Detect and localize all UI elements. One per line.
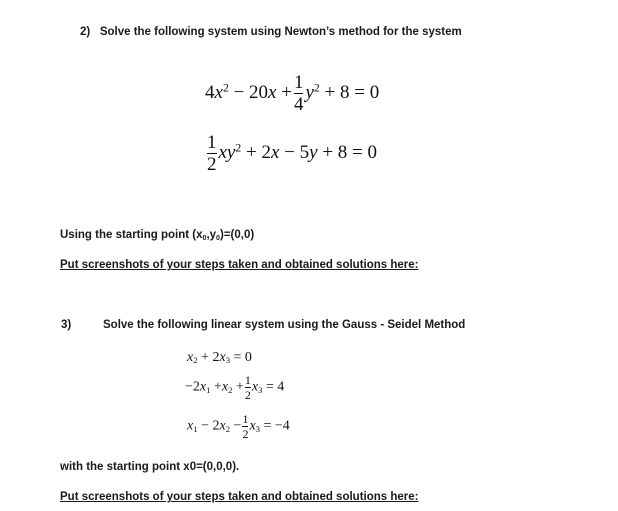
problem-2-screenshot-prompt: Put screenshots of your steps taken and obtained solutions here:: [60, 259, 419, 271]
gs-eq2-num: 1: [244, 373, 251, 387]
gs-eq1-s2: 3: [225, 355, 231, 366]
gs-eq2-s2: 2: [228, 384, 233, 395]
problem-2-number: 2): [80, 26, 91, 38]
gs-eq3-num: 1: [242, 412, 249, 426]
problem-2-instruction: Solve the following system using Newton’s method for the system: [99, 26, 462, 38]
newton-equation-1: [205, 73, 379, 114]
start-sub1: 0: [216, 233, 221, 242]
problem-3-starting-point: with the starting point x0=(0,0,0).: [60, 461, 240, 473]
eq1-term2: − 20: [233, 81, 269, 103]
gs-eq3-rest: = −4: [263, 418, 290, 434]
gs-eq2-v1: x: [199, 379, 207, 395]
eq2-term3-var: y: [309, 141, 318, 163]
gs-eq3-fraction: [242, 413, 248, 440]
gs-eq2-rest: = 4: [265, 379, 285, 395]
eq2-fraction-num: 1: [207, 132, 217, 153]
eq1-term3-sign: +: [281, 81, 292, 103]
gauss-seidel-equation-1: [187, 350, 252, 366]
gs-eq1-s1: 2: [193, 355, 198, 366]
start-prefix: Using the starting point (x: [60, 229, 203, 241]
eq1-term1-var: x: [214, 81, 223, 103]
gs-eq3-v1: x: [187, 418, 194, 434]
gs-eq3-op2: −: [233, 418, 242, 434]
problem-2-starting-point: [60, 229, 254, 241]
eq1-term1-exp: 2: [222, 81, 229, 95]
gs-eq2-v2: x: [221, 379, 229, 395]
gs-eq3-s3: 3: [255, 423, 260, 434]
eq2-rest: + 8 = 0: [322, 141, 378, 163]
gs-eq3-s1: 1: [193, 423, 198, 434]
gs-eq2-op2: +: [235, 379, 244, 395]
gs-eq3-s2: 2: [225, 423, 231, 434]
problem-2-header: [80, 26, 462, 38]
eq2-term2-var: x: [270, 141, 280, 163]
gs-eq2-v3: x: [251, 379, 259, 395]
eq2-term1-var: xy: [218, 141, 236, 163]
eq1-term3-exp: 2: [313, 81, 320, 95]
gs-eq2-lead: −2: [185, 379, 200, 395]
start-sub0: 0: [202, 233, 207, 242]
eq1-term1-coef: 4: [205, 81, 215, 103]
gs-eq2-den: 2: [244, 388, 251, 402]
eq1-fraction: [294, 73, 304, 114]
eq2-term2: + 2: [246, 141, 271, 163]
start-suffix: )=(0,0): [220, 229, 255, 241]
problem-3-screenshot-prompt: Put screenshots of your steps taken and obtained solutions here:: [60, 491, 419, 503]
gs-eq2-fraction: [245, 374, 251, 401]
eq2-fraction-den: 2: [207, 154, 217, 175]
newton-equation-2: [205, 133, 377, 174]
gs-eq1-rest: = 0: [233, 350, 252, 365]
gs-eq1-op1: + 2: [201, 350, 220, 365]
eq2-term1-exp: 2: [235, 141, 242, 155]
eq2-term3: − 5: [284, 141, 310, 163]
eq1-term3-var: y: [305, 81, 314, 103]
start-mid: ,y: [206, 229, 217, 241]
eq1-term2-var: x: [268, 81, 277, 103]
gs-eq2-s3: 3: [258, 384, 263, 395]
gs-eq2-s1: 1: [206, 384, 211, 395]
gs-eq1-v1: x: [187, 350, 194, 365]
eq1-fraction-den: 4: [293, 94, 304, 115]
gs-eq3-op1: − 2: [201, 418, 220, 434]
gs-eq3-v2: x: [219, 418, 226, 434]
eq1-rest: + 8 = 0: [324, 81, 380, 103]
gs-eq2-op1: +: [213, 379, 222, 395]
gs-eq3-den: 2: [242, 427, 249, 441]
gs-eq3-v3: x: [249, 418, 256, 434]
problem-3-instruction: Solve the following linear system using the Gauss - Seidel Method: [103, 319, 466, 331]
problem-3-number: 3): [61, 319, 72, 331]
eq1-fraction-num: 1: [293, 72, 304, 93]
gauss-seidel-equation-3: [187, 413, 290, 440]
eq2-fraction: [207, 133, 217, 174]
gs-eq1-v2: x: [219, 350, 226, 365]
gauss-seidel-equation-2: [185, 374, 284, 401]
